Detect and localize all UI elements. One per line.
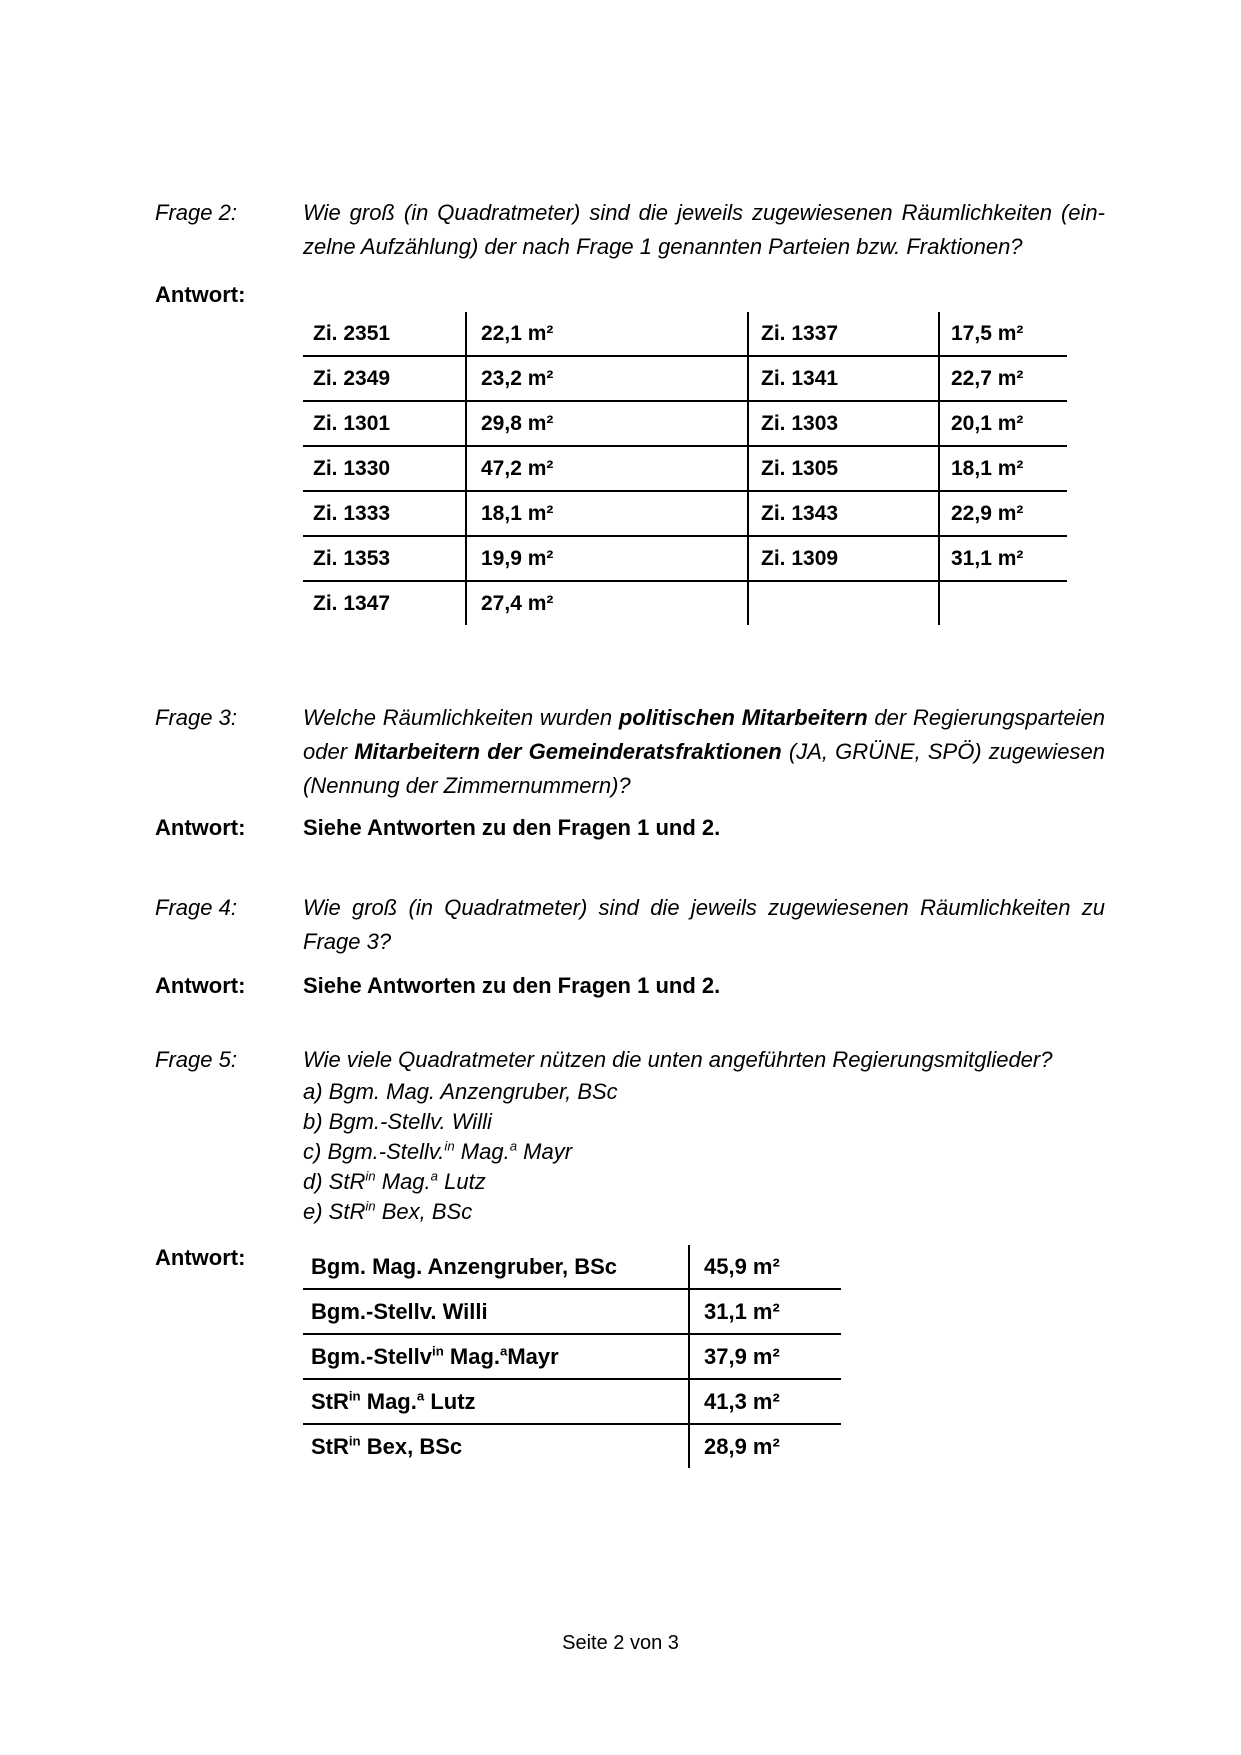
antwort-5-table: [303, 1245, 841, 1468]
name-text: Mayr: [507, 1343, 559, 1369]
area-size-cell: 45,9 m²: [689, 1245, 841, 1289]
room-number-cell: Zi. 2349: [303, 356, 466, 401]
item-text: Mayr: [517, 1139, 573, 1164]
item-text: Bex, BSc: [375, 1199, 473, 1224]
room-size-cell: 29,8 m²: [466, 401, 748, 446]
frage-5-item-a: [303, 1077, 1105, 1107]
antwort-2-label: Antwort:: [155, 282, 246, 307]
antwort-3-text: Siehe Antworten zu den Fragen 1 und 2.: [303, 815, 721, 840]
official-name-cell: [303, 1379, 689, 1424]
frage-3-line-3: (Nennung der Zimmernummern)?: [303, 773, 631, 798]
area-size-cell: 41,3 m²: [689, 1379, 841, 1424]
official-name-cell: [303, 1334, 689, 1379]
frage-3-text: [303, 701, 1105, 803]
table-row: [303, 491, 1067, 536]
room-number-cell: Zi. 1343: [748, 491, 939, 536]
room-size-cell: 22,1 m²: [466, 312, 748, 356]
name-text: Lutz: [424, 1388, 476, 1414]
frage-3-line-2: [303, 735, 1105, 769]
antwort-4-label: Antwort:: [155, 973, 246, 998]
table-row: [303, 1424, 841, 1468]
name-sup: a: [500, 1343, 508, 1359]
antwort-2-table: [303, 312, 1067, 625]
frage-3-line-1-bold: politischen Mitarbeitern: [618, 705, 868, 730]
name-text: StR: [311, 1388, 349, 1414]
item-text: c) Bgm.-Stellv.: [303, 1139, 445, 1164]
frage-5-item-e: [303, 1197, 1105, 1227]
official-name-cell: [303, 1245, 689, 1289]
table-row: [303, 312, 1067, 356]
item-text: d) StR: [303, 1169, 366, 1194]
room-number-cell: Zi. 1301: [303, 401, 466, 446]
table-row: [303, 1334, 841, 1379]
room-number-cell: Zi. 1330: [303, 446, 466, 491]
item-text: Mag.: [375, 1169, 431, 1194]
frage-5-item-d: [303, 1167, 1105, 1197]
frage-3-line-1: [303, 701, 1105, 735]
antwort-2-section: [155, 278, 1105, 312]
frage-3-line-1-normal-2: der Regierungsparteien: [867, 705, 1105, 730]
frage-2-section: [155, 196, 1105, 264]
room-size-cell: 20,1 m²: [939, 401, 1067, 446]
name-text: StR: [311, 1433, 349, 1459]
frage-4-label: Frage 4:: [155, 895, 237, 920]
antwort-3-label: Antwort:: [155, 815, 246, 840]
room-number-cell: Zi. 1305: [748, 446, 939, 491]
room-number-cell: Zi. 1333: [303, 491, 466, 536]
room-size-cell: 18,1 m²: [466, 491, 748, 536]
antwort-5-section: [155, 1241, 1105, 1468]
item-text: e) StR: [303, 1199, 366, 1224]
item-text: Lutz: [438, 1169, 486, 1194]
room-size-cell: 22,7 m²: [939, 356, 1067, 401]
room-size-cell: [939, 581, 1067, 625]
frage-2-text: [303, 196, 1105, 264]
room-size-cell: 19,9 m²: [466, 536, 748, 581]
area-size-cell: 28,9 m²: [689, 1424, 841, 1468]
item-sup: a: [430, 1168, 438, 1184]
room-size-cell: 27,4 m²: [466, 581, 748, 625]
page-number: Seite 2 von 3: [562, 1632, 679, 1654]
frage-4-text: [303, 891, 1105, 959]
item-sup: in: [365, 1198, 376, 1214]
room-number-cell: Zi. 1303: [748, 401, 939, 446]
item-sup: a: [509, 1138, 518, 1154]
room-number-cell: Zi. 1347: [313, 591, 391, 615]
room-number-cell: Zi. 1337: [748, 312, 939, 356]
frage-4-section: [155, 891, 1105, 959]
frage-2-label: Frage 2:: [155, 200, 237, 225]
frage-3-section: [155, 701, 1105, 803]
frage-5-section: [155, 1043, 1105, 1227]
table-row: [303, 1379, 841, 1424]
table-row: [303, 446, 1067, 491]
antwort-4-section: [155, 969, 1105, 1003]
room-size-cell: 23,2 m²: [466, 356, 748, 401]
item-text: Mag.: [454, 1139, 510, 1164]
frage-2-line-1: Wie groß (in Quadratmeter) sind die jeweils zugewiesenen Räumlichkeiten (ein-: [303, 200, 1105, 225]
item-sup: in: [444, 1138, 455, 1154]
antwort-5-label: Antwort:: [155, 1245, 246, 1270]
frage-3-line-2-normal-2: (JA, GRÜNE, SPÖ) zugewiesen: [781, 739, 1105, 764]
frage-3-line-2-normal: oder: [303, 739, 355, 764]
name-text: Mag.: [360, 1388, 417, 1414]
antwort-3-section: [155, 811, 1105, 845]
table-row: [303, 401, 1067, 446]
name-text: Bgm.-Stellv. Willi: [311, 1298, 488, 1324]
item-text: b) Bgm.-Stellv. Willi: [303, 1109, 492, 1134]
frage-3-line-1-normal: Welche Räumlichkeiten wurden: [303, 705, 619, 730]
table-row: [303, 356, 1067, 401]
name-sup: in: [348, 1388, 361, 1404]
table-row: [303, 581, 1067, 625]
frage-5-item-c: [303, 1137, 1105, 1167]
room-number-cell: [748, 581, 939, 625]
frage-5-question: Wie viele Quadratmeter nützen die unten angeführten Regierungsmitglieder?: [303, 1047, 1053, 1072]
frage-5-text: [303, 1043, 1105, 1227]
name-sup: a: [416, 1388, 425, 1404]
room-size-cell: 31,1 m²: [939, 536, 1067, 581]
frage-2-line-2: zelne Aufzählung) der nach Frage 1 genannten Parteien bzw. Fraktionen?: [303, 234, 1023, 259]
antwort-5-table-wrap: [303, 1241, 841, 1468]
room-size-cell: 47,2 m²: [466, 446, 748, 491]
room-size-cell: 17,5 m²: [939, 312, 1067, 356]
frage-3-label: Frage 3:: [155, 705, 237, 730]
room-number-cell: Zi. 1309: [748, 536, 939, 581]
room-number-cell: Zi. 2351: [303, 312, 466, 356]
name-text: Bgm. Mag. Anzengruber, BSc: [311, 1253, 618, 1279]
table-row: [303, 1289, 841, 1334]
official-name-cell: [303, 1289, 689, 1334]
room-number-cell: Zi. 1341: [748, 356, 939, 401]
frage-3-line-2-bold: Mitarbeitern der Gemeinderatsfraktionen: [354, 739, 782, 764]
item-sup: in: [365, 1168, 376, 1184]
name-text: Bex, BSc: [360, 1433, 463, 1459]
antwort-4-text: Siehe Antworten zu den Fragen 1 und 2.: [303, 973, 721, 998]
table-row: [303, 536, 1067, 581]
area-size-cell: 31,1 m²: [689, 1289, 841, 1334]
room-number-cell: Zi. 1353: [303, 536, 466, 581]
room-size-cell: 18,1 m²: [939, 446, 1067, 491]
table-row: [303, 1245, 841, 1289]
room-size-cell: 22,9 m²: [939, 491, 1067, 536]
official-name-cell: [303, 1424, 689, 1468]
frage-5-label: Frage 5:: [155, 1047, 237, 1072]
name-sup: in: [348, 1433, 361, 1449]
frage-4-line-1: Wie groß (in Quadratmeter) sind die jeweils zugewiesenen Räumlichkeiten zu: [303, 895, 1105, 920]
item-text: a) Bgm. Mag. Anzengruber, BSc: [303, 1079, 618, 1104]
area-size-cell: 37,9 m²: [689, 1334, 841, 1379]
frage-5-item-list: [303, 1077, 1105, 1227]
frage-5-item-b: [303, 1107, 1105, 1137]
name-text: Bgm.-Stellv: [311, 1343, 433, 1369]
frage-4-line-2: Frage 3?: [303, 929, 392, 954]
name-text: Mag.: [443, 1343, 500, 1369]
name-sup: in: [432, 1343, 444, 1359]
